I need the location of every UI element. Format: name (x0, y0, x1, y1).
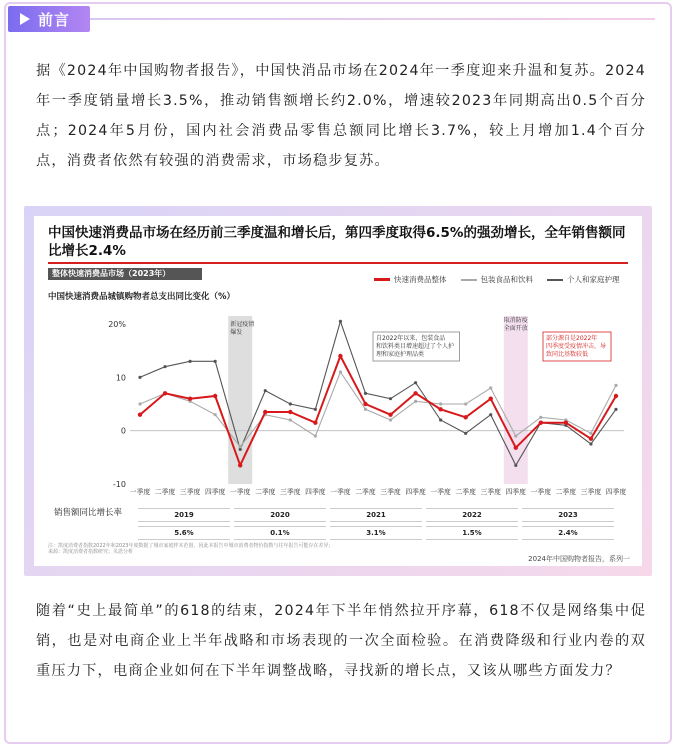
data-point (414, 400, 417, 403)
data-point (214, 360, 217, 363)
annotation-text: 取消防疫 (503, 317, 528, 324)
play-triangle-icon (20, 13, 30, 25)
x-tick-label: 二季度 (555, 488, 577, 496)
legend-label: 快速消费品整体 (394, 275, 447, 284)
data-point (564, 420, 568, 424)
legend-label: 个人和家庭护理 (567, 275, 620, 284)
x-tick-label: 四季度 (305, 488, 326, 496)
closing-paragraph: 随着“史上最简单”的618的结束，2024年下半年悄然拉开序幕，618不仅是网络集中促销，也是对电商企业上半年战略和市场表现的一次全面检验。在消费降级和行业内卷的双重压力下，电商企业如何在下半年调整战略，寻找新的增长点，又该从哪些方面发力？ (36, 603, 646, 679)
annotation-text: 爆发 (230, 329, 243, 336)
data-point (413, 391, 417, 395)
x-tick-label: 三季度 (380, 488, 401, 496)
x-tick-label: 一季度 (530, 488, 552, 496)
x-tick-label: 三季度 (480, 488, 501, 496)
chart-panel (24, 206, 652, 576)
data-point (464, 432, 467, 435)
data-point (314, 408, 317, 411)
data-point (589, 432, 592, 435)
data-point (539, 420, 543, 424)
data-point (138, 376, 141, 379)
annotation-text: 新冠疫情 (230, 321, 255, 328)
y-tick-label: 0 (120, 426, 126, 436)
section-title: 前言 (38, 10, 71, 29)
data-point (539, 416, 542, 419)
data-point (213, 394, 217, 398)
data-point (389, 418, 392, 421)
annotation-text: 四季度受疫情冲击，导 (546, 343, 607, 350)
data-point (614, 408, 617, 411)
x-tick-label: 一季度 (330, 488, 351, 496)
data-point (163, 365, 166, 368)
covid-band (228, 316, 255, 484)
legend-label: 包装食品和饮料 (480, 275, 533, 284)
annotation-text: 理和家庭护理品类 (376, 351, 425, 358)
data-point (464, 402, 467, 405)
data-point (163, 391, 167, 395)
table-year: 2020 (234, 508, 326, 522)
annotation-text: 自2022年以来，包装食品 (376, 335, 446, 342)
header-divider (90, 18, 655, 20)
data-point (614, 394, 618, 398)
data-point (289, 402, 292, 405)
intro-paragraph: 据《2024年中国购物者报告》，中国快消品市场在2024年一季度迎来升温和复苏。2024年一季度销量增长3.5%，推动销售额增长约2.0%，增速较2023年同期高出0.5个百分点；2024年5月份，国内社会消费品零售总额同比增长3.7%，较上月增加1.4个百分点，消费者依然有较强的消费需求，市场稳步复苏。 (36, 63, 646, 169)
table-value: 1.5% (426, 526, 518, 540)
y-tick-label: -10 (112, 480, 126, 489)
annotation-text: 全面开放 (503, 325, 528, 332)
table-value: 2.4% (522, 526, 614, 540)
data-point (189, 360, 192, 363)
data-point (514, 464, 517, 467)
data-point (214, 413, 217, 416)
footnote-1: 注：凯度消费者指数2022年和2023年度数据了城市家庭样本范围，因此本报告中城市消费者物价指数与往年报告可能存在差异； (48, 543, 334, 549)
data-point (589, 436, 593, 440)
table-value: 3.1% (330, 526, 422, 540)
x-tick-label: 一季度 (129, 488, 151, 496)
data-point (314, 434, 317, 437)
x-tick-label: 四季度 (405, 488, 426, 496)
x-tick-label: 二季度 (255, 488, 276, 496)
data-point (439, 418, 442, 421)
x-tick-label: 三季度 (580, 488, 602, 496)
table-year: 2023 (522, 508, 614, 522)
data-point (339, 370, 342, 373)
data-point (363, 402, 367, 406)
data-point (263, 410, 267, 414)
data-point (489, 386, 492, 389)
table-value: 0.1% (234, 526, 326, 540)
data-point (589, 442, 592, 445)
table-label: 销售额同比增长率 (54, 508, 123, 518)
x-tick-label: 一季度 (430, 488, 451, 496)
chart-title: 中国快速消费品市场在经历前三季度温和增长后，第四季度取得6.5%的强劲增长，全年销售额同比增长2.4% (48, 225, 626, 259)
x-tick-label: 四季度 (605, 488, 627, 496)
data-point (614, 384, 617, 387)
data-point (188, 396, 192, 400)
section-header (8, 6, 90, 32)
chart-subtitle: 中国快速消费品城镇购物者总支出同比变化（%） (48, 292, 236, 302)
table-year: 2019 (138, 508, 230, 522)
data-point (439, 402, 442, 405)
data-point (339, 320, 342, 323)
annotation-text: 致同比基数较低 (546, 351, 589, 358)
x-tick-label: 二季度 (355, 488, 376, 496)
data-point (364, 408, 367, 411)
table-value: 5.6% (138, 526, 230, 540)
data-point (338, 354, 342, 358)
table-year: 2021 (330, 508, 422, 522)
x-tick-label: 一季度 (230, 488, 251, 496)
data-point (514, 434, 517, 437)
data-point (239, 445, 242, 448)
data-point (463, 415, 467, 419)
chart-subheader: 整体快速消费品市场（2023年） (48, 268, 202, 280)
chart-source: 2024年中国购物者报告，系列一 (528, 555, 630, 563)
x-tick-label: 四季度 (505, 488, 526, 496)
y-tick-label: 10 (115, 373, 126, 383)
x-tick-label: 二季度 (154, 488, 176, 496)
data-point (138, 412, 142, 416)
series-line (140, 356, 616, 465)
data-point (289, 418, 292, 421)
table-year: 2022 (426, 508, 518, 522)
data-point (514, 446, 518, 450)
x-tick-label: 四季度 (204, 488, 226, 496)
data-point (138, 402, 141, 405)
x-tick-label: 二季度 (455, 488, 476, 496)
annotation-text: 和饮料类目增速超过了个人护 (376, 343, 455, 350)
line-chart (34, 216, 642, 506)
reopen-band (504, 316, 528, 484)
data-point (238, 463, 242, 467)
x-tick-label: 三季度 (179, 488, 201, 496)
x-tick-label: 三季度 (280, 488, 301, 496)
annotation-text: 部分源自是2022年 (546, 335, 598, 342)
data-point (389, 397, 392, 400)
data-point (364, 392, 367, 395)
y-tick-label: 20% (108, 320, 126, 329)
footnote-2: 来源：凯度消费者指数研究；贝恩分析 (48, 549, 134, 555)
data-point (288, 410, 292, 414)
chart-card (34, 216, 642, 566)
data-point (264, 389, 267, 392)
data-point (489, 396, 493, 400)
data-point (388, 412, 392, 416)
data-point (313, 420, 317, 424)
data-point (414, 381, 417, 384)
data-point (438, 407, 442, 411)
data-point (489, 413, 492, 416)
